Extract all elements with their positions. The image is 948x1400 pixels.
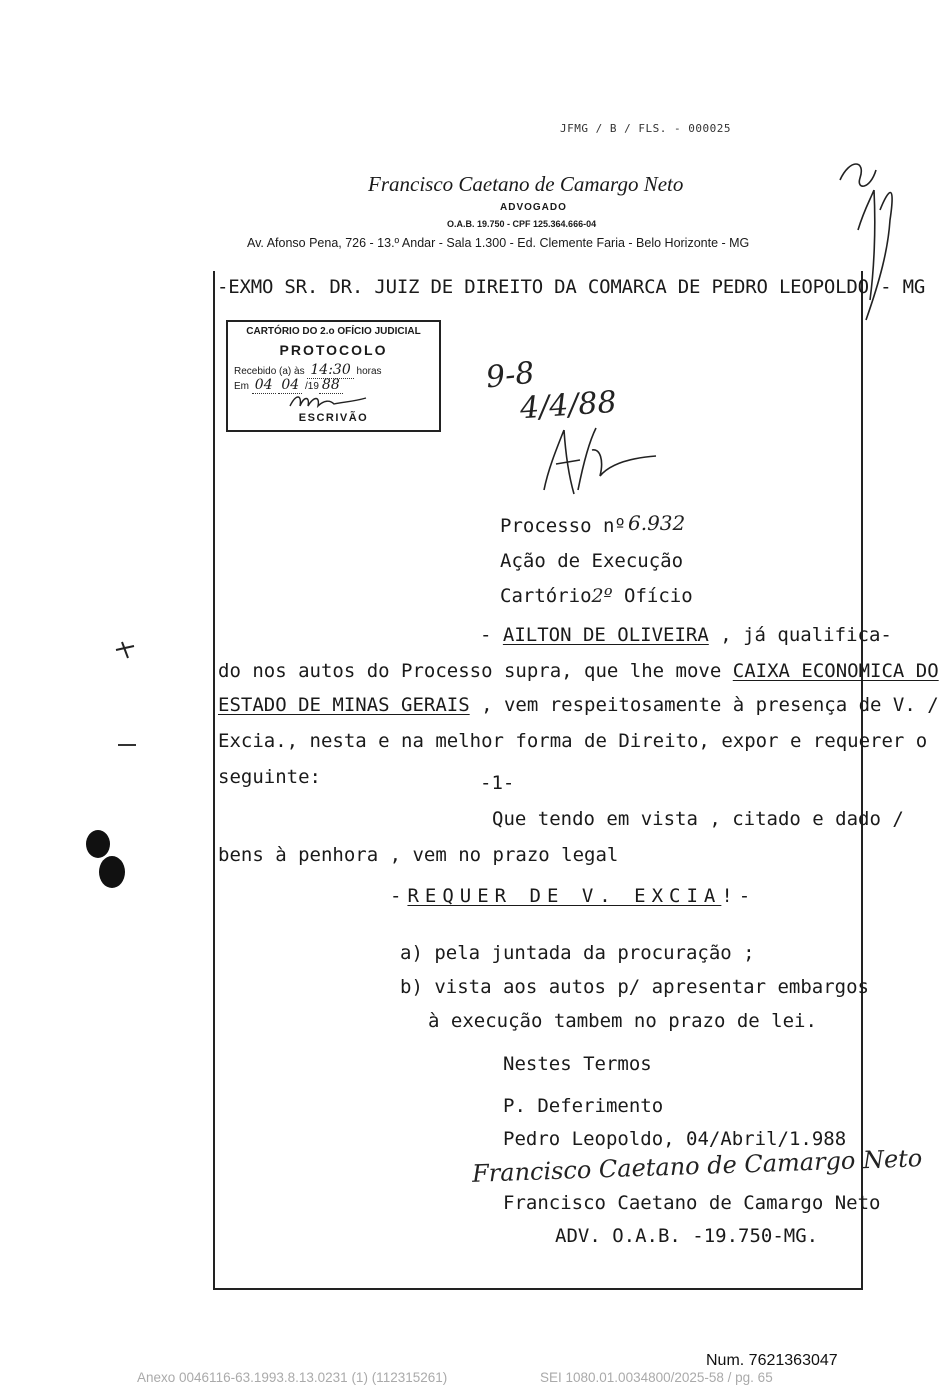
- handwritten-note: 9-8: [484, 355, 537, 396]
- closing-line-1: Nestes Termos: [503, 1053, 652, 1075]
- stamp-date-day: 04: [252, 377, 276, 394]
- stamp-clerk: ESCRIVÃO: [298, 412, 369, 424]
- binding-hole-mark: [84, 828, 128, 892]
- action-type: Ação de Execução: [500, 550, 684, 572]
- paragraph-text: , já qualifica-: [708, 624, 892, 646]
- dash: -: [480, 624, 503, 646]
- firm-oab: O.A.B. 19.750 - CPF 125.364.666-04: [447, 219, 597, 229]
- firm-address: Av. Afonso Pena, 726 - 13.º Andar - Sala 1.300 - Ed. Clemente Faria - Belo Horizonte - MG: [247, 236, 750, 250]
- request-item-a: a) pela juntada da procuração ;: [400, 942, 755, 964]
- stamp-date-year-prefix: /19: [305, 381, 319, 392]
- firm-title: ADVOGADO: [500, 202, 567, 213]
- paragraph-text: do nos autos do Processo supra, que lhe move: [218, 660, 733, 682]
- protocol-stamp: [226, 320, 441, 432]
- stamp-date-year: 88: [319, 377, 343, 394]
- process-label: Processo nº: [500, 515, 626, 537]
- stamp-date-month: 04: [278, 377, 302, 394]
- process-number: 6.932: [628, 511, 686, 535]
- heading-text: REQUER DE V. EXCIA: [407, 885, 722, 907]
- registry-suffix: Ofício: [624, 585, 693, 607]
- heading-end: !-: [721, 885, 757, 907]
- closing-line-2: P. Deferimento: [503, 1095, 664, 1117]
- section-number: -1-: [480, 772, 515, 794]
- signer-name: Francisco Caetano de Camargo Neto: [503, 1192, 881, 1214]
- page-reference: JFMG / B / FLS. - 000025: [560, 122, 731, 135]
- stamp-date-line: [234, 377, 343, 393]
- stamp-received-line: [234, 362, 382, 378]
- paragraph-2-line-2: bens à penhora , vem no prazo legal: [218, 844, 619, 866]
- registry-number: 2º: [591, 585, 613, 607]
- registry-office: [500, 585, 693, 607]
- heading-dash: -: [390, 885, 408, 907]
- margin-initials-scribble: [830, 150, 910, 330]
- paragraph-text: , vem respeitosamente à presença de V. /: [469, 694, 939, 716]
- paragraph-1-line-3: [218, 694, 939, 716]
- handwritten-initials: [530, 420, 660, 500]
- addressee: -EXMO SR. DR. JUIZ DE DIREITO DA COMARCA DE PEDRO LEOPOLDO - MG: [217, 276, 926, 298]
- annex-reference: Anexo 0046116-63.1993.8.13.0231 (1) (112315261): [137, 1370, 448, 1385]
- paragraph-1-line-2: [218, 660, 939, 682]
- request-item-b-line-2: à execução tambem no prazo de lei.: [428, 1010, 817, 1032]
- stamp-received-time: 14:30: [307, 362, 353, 379]
- creditor-name-part-2: ESTADO DE MINAS GERAIS: [218, 694, 470, 716]
- signature: Francisco Caetano de Camargo Neto: [471, 1144, 923, 1188]
- paragraph-2-line-1: Que tendo em vista , citado e dado /: [492, 808, 904, 830]
- stamp-office: CARTÓRIO DO 2.o OFÍCIO JUDICIAL: [246, 326, 421, 337]
- document-number: Num. 7621363047: [706, 1352, 838, 1369]
- handwritten-date: 4/4/88: [518, 384, 618, 427]
- margin-dash-mark: [116, 740, 138, 750]
- place-date: Pedro Leopoldo, 04/Abril/1.988: [503, 1128, 847, 1150]
- request-item-b-line-1: b) vista aos autos p/ apresentar embargos: [400, 976, 869, 998]
- firm-name: Francisco Caetano de Camargo Neto: [368, 172, 684, 196]
- signer-oab: ADV. O.A.B. -19.750-MG.: [555, 1225, 819, 1247]
- stamp-received-label: Recebido (a) às: [234, 366, 305, 377]
- party-name: AILTON DE OLIVEIRA: [502, 624, 709, 646]
- stamp-title: PROTOCOLO: [279, 342, 388, 358]
- margin-dot-mark: [114, 640, 136, 660]
- paragraph-1-line-5: seguinte:: [218, 766, 321, 788]
- clerk-signature-scribble: [286, 392, 376, 412]
- stamp-date-prefix: Em: [234, 381, 249, 392]
- paragraph-1-line-1: [480, 624, 892, 646]
- registry-prefix: Cartório: [500, 585, 592, 607]
- paragraph-1-line-4: Excia., nesta e na melhor forma de Direito, expor e requerer o: [218, 730, 928, 752]
- request-heading: [390, 885, 756, 907]
- creditor-name-part-1: CAIXA ECONOMICA DO: [732, 660, 939, 682]
- stamp-hours-label: horas: [356, 366, 382, 377]
- sei-reference: SEI 1080.01.0034800/2025-58 / pg. 65: [540, 1370, 773, 1385]
